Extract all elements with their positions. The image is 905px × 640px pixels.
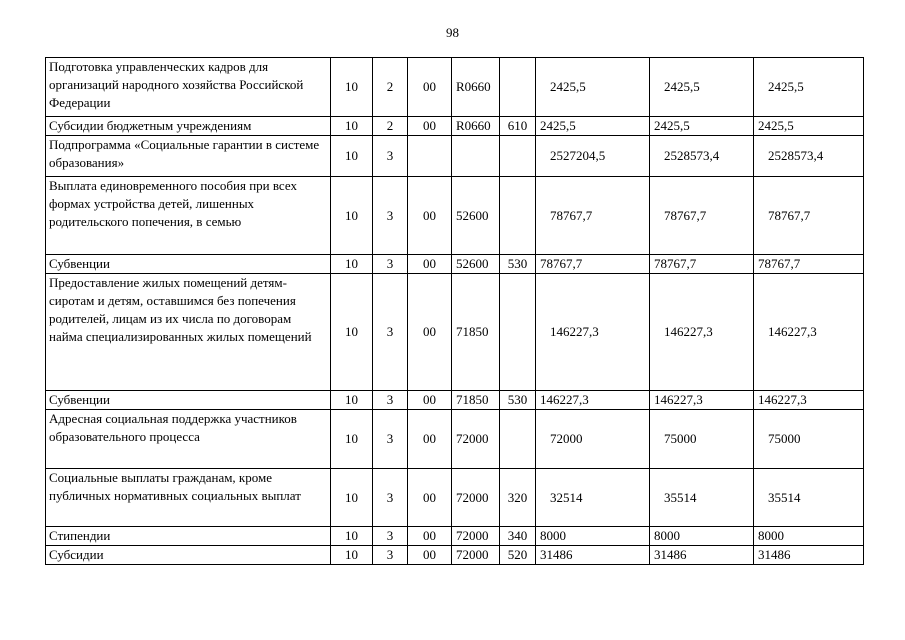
row-subsection: 3: [373, 546, 408, 565]
row-article-code: 72000: [452, 546, 500, 565]
row-name: Субсидии: [46, 546, 331, 565]
row-name: Подготовка управленческих кадров для организаций народного хозяйства Российской Федерации: [46, 58, 331, 117]
row-sum-2: 2425,5: [650, 117, 754, 136]
row-sum-1: 2425,5: [536, 58, 650, 117]
row-sum-2: 78767,7: [650, 255, 754, 274]
budget-table: [45, 57, 864, 565]
row-article-code: 71850: [452, 391, 500, 410]
row-program-code: 00: [408, 58, 452, 117]
row-expense-type: [500, 274, 536, 391]
row-sum-3: 146227,3: [754, 391, 864, 410]
row-section: 10: [331, 58, 373, 117]
row-name: Субсидии бюджетным учреждениям: [46, 117, 331, 136]
row-sum-3: 146227,3: [754, 274, 864, 391]
row-sum-3: 2528573,4: [754, 136, 864, 177]
row-sum-3: 78767,7: [754, 177, 864, 255]
row-section: 10: [331, 274, 373, 391]
row-name: Субвенции: [46, 255, 331, 274]
page-number: 98: [446, 25, 459, 40]
row-expense-type: [500, 136, 536, 177]
row-article-code: 72000: [452, 410, 500, 469]
row-sum-1: 72000: [536, 410, 650, 469]
row-sum-2: 8000: [650, 527, 754, 546]
table-row: [46, 410, 864, 469]
row-sum-3: 75000: [754, 410, 864, 469]
row-subsection: 3: [373, 177, 408, 255]
row-sum-3: 2425,5: [754, 58, 864, 117]
row-sum-3: 78767,7: [754, 255, 864, 274]
row-sum-3: 8000: [754, 527, 864, 546]
row-name: Подпрограмма «Социальные гарантии в системе образования»: [46, 136, 331, 177]
row-sum-1: 78767,7: [536, 177, 650, 255]
row-sum-1: 78767,7: [536, 255, 650, 274]
row-program-code: 00: [408, 391, 452, 410]
row-sum-2: 78767,7: [650, 177, 754, 255]
row-expense-type: 530: [500, 255, 536, 274]
table-row: [46, 546, 864, 565]
row-name: Стипендии: [46, 527, 331, 546]
table-row: [46, 177, 864, 255]
table-row: [46, 469, 864, 527]
table-row: [46, 274, 864, 391]
row-program-code: 00: [408, 469, 452, 527]
row-expense-type: 340: [500, 527, 536, 546]
row-sum-1: 31486: [536, 546, 650, 565]
row-article-code: 72000: [452, 527, 500, 546]
row-sum-3: 31486: [754, 546, 864, 565]
row-article-code: R0660: [452, 117, 500, 136]
row-article-code: R0660: [452, 58, 500, 117]
row-section: 10: [331, 255, 373, 274]
row-section: 10: [331, 391, 373, 410]
table-row: [46, 136, 864, 177]
row-subsection: 3: [373, 469, 408, 527]
row-sum-2: 146227,3: [650, 274, 754, 391]
table-row: [46, 391, 864, 410]
row-subsection: 2: [373, 58, 408, 117]
row-article-code: 72000: [452, 469, 500, 527]
row-name: Предоставление жилых помещений детям-сиротам и детям, оставшимся без попечения родителей, лицам из их числа по договорам найма специализированных жилых помещений: [46, 274, 331, 391]
row-sum-2: 2528573,4: [650, 136, 754, 177]
row-expense-type: 610: [500, 117, 536, 136]
row-article-code: 71850: [452, 274, 500, 391]
row-subsection: 3: [373, 274, 408, 391]
row-subsection: 3: [373, 391, 408, 410]
row-section: 10: [331, 117, 373, 136]
row-expense-type: 530: [500, 391, 536, 410]
row-name: Выплата единовременного пособия при всех формах устройства детей, лишенных родительского попечения, в семью: [46, 177, 331, 255]
row-section: 10: [331, 469, 373, 527]
row-sum-2: 146227,3: [650, 391, 754, 410]
row-sum-2: 35514: [650, 469, 754, 527]
row-program-code: 00: [408, 546, 452, 565]
row-sum-1: 146227,3: [536, 391, 650, 410]
row-sum-2: 75000: [650, 410, 754, 469]
row-subsection: 3: [373, 136, 408, 177]
row-expense-type: [500, 177, 536, 255]
row-section: 10: [331, 136, 373, 177]
row-expense-type: [500, 58, 536, 117]
row-section: 10: [331, 527, 373, 546]
row-subsection: 3: [373, 410, 408, 469]
row-sum-2: 31486: [650, 546, 754, 565]
row-subsection: 2: [373, 117, 408, 136]
table-row: [46, 527, 864, 546]
row-sum-1: 32514: [536, 469, 650, 527]
row-sum-1: 2527204,5: [536, 136, 650, 177]
row-section: 10: [331, 177, 373, 255]
row-sum-1: 8000: [536, 527, 650, 546]
row-program-code: 00: [408, 177, 452, 255]
row-program-code: 00: [408, 117, 452, 136]
row-sum-1: 2425,5: [536, 117, 650, 136]
row-sum-2: 2425,5: [650, 58, 754, 117]
row-sum-3: 35514: [754, 469, 864, 527]
row-name: Адресная социальная поддержка участников образовательного процесса: [46, 410, 331, 469]
row-subsection: 3: [373, 527, 408, 546]
row-section: 10: [331, 410, 373, 469]
row-program-code: 00: [408, 410, 452, 469]
table-row: [46, 58, 864, 117]
row-article-code: 52600: [452, 177, 500, 255]
row-name: Социальные выплаты гражданам, кроме публичных нормативных социальных выплат: [46, 469, 331, 527]
row-program-code: 00: [408, 527, 452, 546]
row-section: 10: [331, 546, 373, 565]
row-program-code: 00: [408, 274, 452, 391]
row-sum-1: 146227,3: [536, 274, 650, 391]
row-expense-type: 320: [500, 469, 536, 527]
row-program-code: 00: [408, 255, 452, 274]
row-article-code: 52600: [452, 255, 500, 274]
row-expense-type: 520: [500, 546, 536, 565]
table-row: [46, 255, 864, 274]
row-expense-type: [500, 410, 536, 469]
row-name: Субвенции: [46, 391, 331, 410]
table-row: [46, 117, 864, 136]
row-sum-3: 2425,5: [754, 117, 864, 136]
row-article-code: [452, 136, 500, 177]
row-program-code: [408, 136, 452, 177]
row-subsection: 3: [373, 255, 408, 274]
